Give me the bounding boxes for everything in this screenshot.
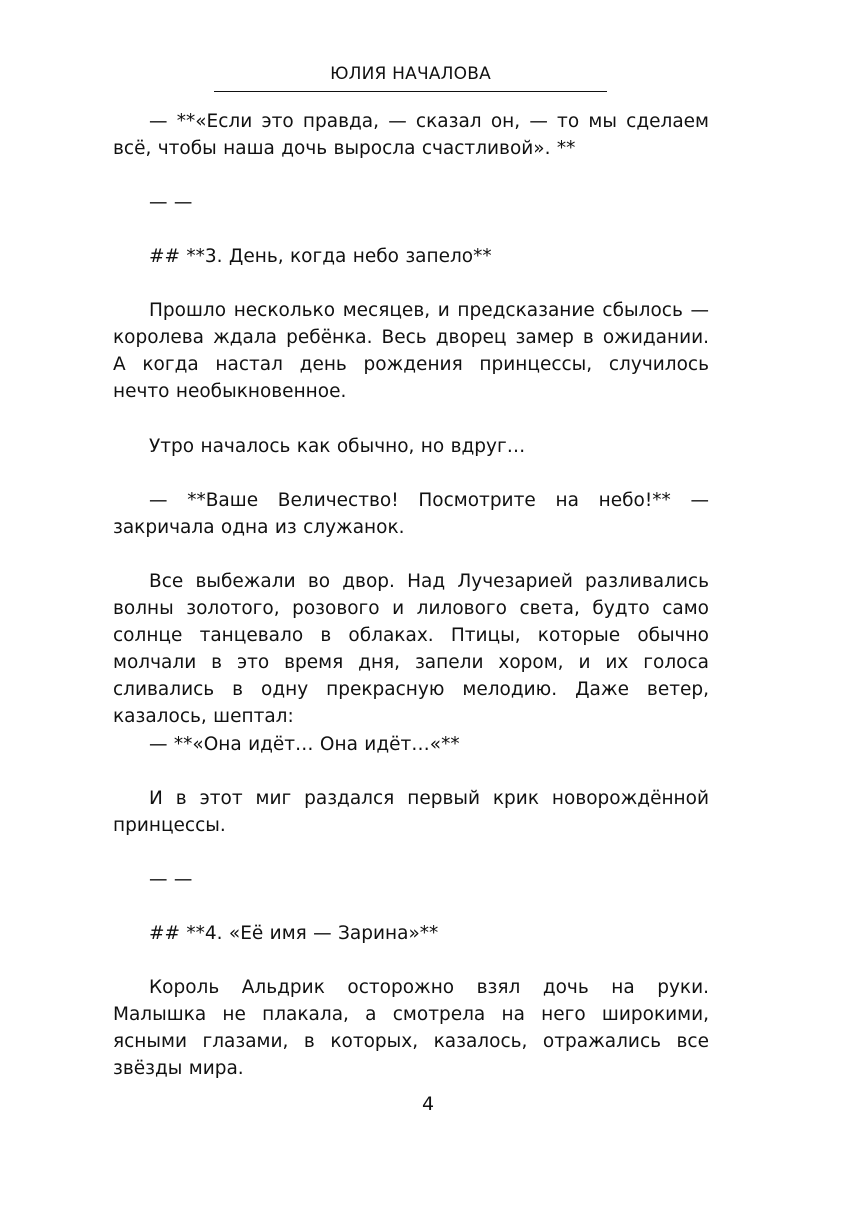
chapter-heading-3: ## **3. День, когда небо запело** [149,246,492,267]
page-number: 4 [421,1093,435,1115]
paragraph-dialogue-king: — **«Если это правда, — сказал он, — то мы сделаем всё, чтобы наша дочь выросла счастливой». ** [113,111,709,159]
paragraph-courtyard: Все выбежали во двор. Над Лучезарией разливались волны золотого, розового и лилового света, будто само солнце танцевало в облаках. Птицы, которые обычно молчали в это время дня, запели хором, и их голоса сливались в одну прекрасную мелодию. Даже ветер, казалось, шептал: [113,571,709,727]
header-rule [214,91,607,92]
paragraph-maid-cry: — **Ваше Величество! Посмотрите на небо!** — закричала одна из служанок. [113,490,709,538]
separator-dashes: — — [149,192,193,213]
running-head-author: ЮЛИЯ НАЧАЛОВА [330,64,491,84]
paragraph-wind-whisper: — **«Она идёт… Она идёт…«** [149,734,460,755]
separator-dashes: — — [149,869,193,890]
paragraph-prophecy: Прошло несколько месяцев, и предсказание сбылось — королева ждала ребёнка. Весь дворец замер в ожидании. А когда настал день рождения принцессы, случилось нечто необыкновенное. [113,300,709,402]
paragraph-first-cry: И в этот миг раздался первый крик новорождённой принцессы. [113,788,709,836]
paragraph-morning: Утро началось как обычно, но вдруг… [149,436,526,457]
paragraph-king-holds-daughter: Король Альдрик осторожно взял дочь на руки. Малышка не плакала, а смотрела на него широкими, ясными глазами, в которых, казалось, отражались все звёзды мира. [113,977,709,1079]
chapter-heading-4: ## **4. «Её имя — Зарина»** [149,923,439,944]
